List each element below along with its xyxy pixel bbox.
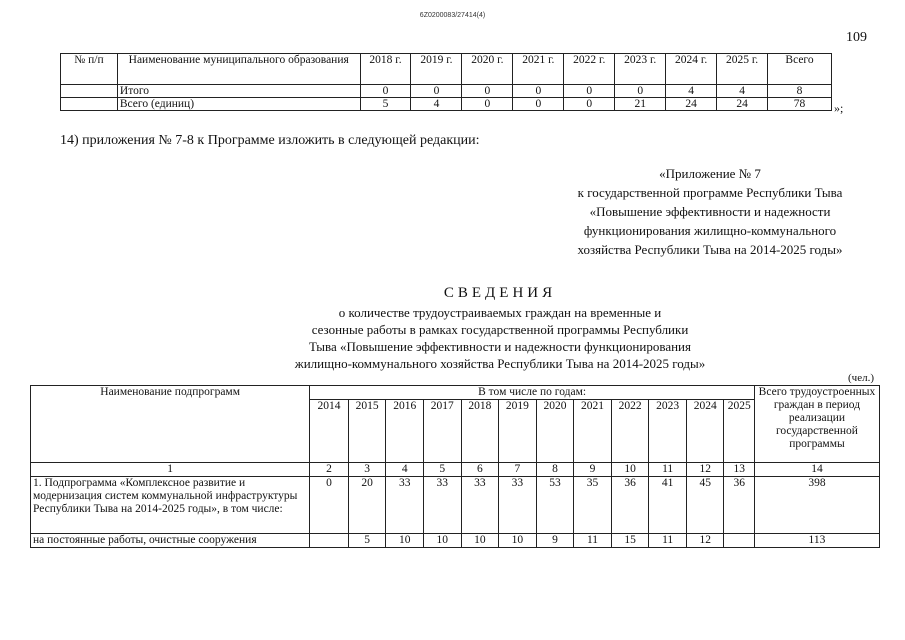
- cell: 5: [360, 98, 411, 111]
- cell: 33: [499, 477, 537, 534]
- appendix-line: хозяйства Республики Тыва на 2014-2025 годы»: [577, 242, 843, 257]
- column-number: 13: [724, 463, 754, 477]
- cell: 36: [724, 477, 754, 534]
- header-year: 2021: [574, 400, 612, 463]
- appendix-line: к государственной программе Республики Тыва: [577, 185, 843, 200]
- cell: 10: [461, 534, 499, 548]
- cell: 10: [423, 534, 461, 548]
- cell: 10: [499, 534, 537, 548]
- header-total: Всего: [768, 54, 832, 85]
- header-year: 2020: [536, 400, 574, 463]
- document-subtitle: [180, 304, 820, 372]
- header-year: 2022 г.: [564, 54, 615, 85]
- cell: 0: [564, 85, 615, 98]
- table-header-row: [31, 386, 880, 400]
- cell: 4: [411, 98, 462, 111]
- column-number: 11: [649, 463, 687, 477]
- cell-total: 8: [768, 85, 832, 98]
- cell: 15: [611, 534, 649, 548]
- cell: 53: [536, 477, 574, 534]
- header-num: № п/п: [61, 54, 118, 85]
- header-total: Всего трудоустроенных граждан в период реализации государственной программы: [754, 386, 879, 463]
- cell: 0: [564, 98, 615, 111]
- cell: 35: [574, 477, 612, 534]
- document-heading: СВЕДЕНИЯ: [443, 285, 557, 301]
- header-year: 2025 г.: [717, 54, 768, 85]
- header-year: 2024: [686, 400, 724, 463]
- header-year: 2014: [310, 400, 349, 463]
- header-year: 2019: [499, 400, 537, 463]
- cell: 0: [615, 85, 666, 98]
- page-number: 109: [846, 30, 867, 45]
- column-number: 7: [499, 463, 537, 477]
- column-number: 6: [461, 463, 499, 477]
- header-year: 2023 г.: [615, 54, 666, 85]
- table-row: [31, 534, 880, 548]
- appendix-line: функционирования жилищно-коммунального: [583, 223, 837, 238]
- cell: 0: [411, 85, 462, 98]
- cell: 4: [717, 85, 768, 98]
- subtitle-line: жилищно-коммунального хозяйства Республики Тыва на 2014-2025 годы»: [294, 356, 706, 371]
- header-year: 2022: [611, 400, 649, 463]
- appendix-caption: [540, 164, 880, 259]
- appendix-line: «Повышение эффективности и надежности: [589, 204, 831, 219]
- header-year: 2021 г.: [513, 54, 564, 85]
- cell: 4: [666, 85, 717, 98]
- cell: 12: [686, 534, 724, 548]
- cell: 0: [513, 98, 564, 111]
- cell: [310, 534, 349, 548]
- column-number: 14: [754, 463, 879, 477]
- header-year: 2019 г.: [411, 54, 462, 85]
- subtitle-line: о количестве трудоустраиваемых граждан на временные и: [338, 305, 662, 320]
- employment-table: [30, 385, 880, 548]
- cell-total: 78: [768, 98, 832, 111]
- column-number: 9: [574, 463, 612, 477]
- row-label: Итого: [117, 85, 360, 98]
- column-number: 2: [310, 463, 349, 477]
- cell: 0: [360, 85, 411, 98]
- appendix-line: «Приложение № 7: [659, 166, 761, 181]
- column-number: 10: [611, 463, 649, 477]
- column-number: 8: [536, 463, 574, 477]
- header-year: 2020 г.: [462, 54, 513, 85]
- cell: 24: [717, 98, 768, 111]
- header-year: 2023: [649, 400, 687, 463]
- header-year: 2018: [461, 400, 499, 463]
- row-label: на постоянные работы, очистные сооружения: [31, 534, 310, 548]
- header-year: 2015: [348, 400, 386, 463]
- cell: 36: [611, 477, 649, 534]
- cell: 0: [462, 98, 513, 111]
- header-name: Наименование муниципального образования: [117, 54, 360, 85]
- header-year: 2016: [386, 400, 424, 463]
- cell-total: 398: [754, 477, 879, 534]
- table-row: [31, 477, 880, 534]
- table-closing-quote: »;: [834, 101, 844, 115]
- cell-total: 113: [754, 534, 879, 548]
- cell: 0: [462, 85, 513, 98]
- header-year: 2017: [423, 400, 461, 463]
- column-number: 5: [423, 463, 461, 477]
- header-year: 2024 г.: [666, 54, 717, 85]
- cell: 0: [310, 477, 349, 534]
- subtitle-line: Тыва «Повышение эффективности и надежности функционирования: [309, 339, 691, 354]
- column-number: 12: [686, 463, 724, 477]
- header-year: 2018 г.: [360, 54, 411, 85]
- cell: 33: [386, 477, 424, 534]
- header-name: Наименование подпрограмм: [31, 386, 310, 463]
- cell: 33: [423, 477, 461, 534]
- table-row: [61, 98, 832, 111]
- column-number: 3: [348, 463, 386, 477]
- cell: 33: [461, 477, 499, 534]
- row-label: Всего (единиц): [117, 98, 360, 111]
- column-number: 1: [31, 463, 310, 477]
- cell: 5: [348, 534, 386, 548]
- header-year: 2025: [724, 400, 754, 463]
- table-header-row: [61, 54, 832, 85]
- cell: 11: [574, 534, 612, 548]
- cell: 10: [386, 534, 424, 548]
- document-stamp: 6Z0200083/27414(4): [419, 12, 486, 19]
- cell: 11: [649, 534, 687, 548]
- municipal-summary-table: [60, 53, 832, 111]
- amendment-paragraph: 14) приложения № 7-8 к Программе изложить в следующей редакции:: [60, 133, 480, 148]
- cell: 24: [666, 98, 717, 111]
- cell: [724, 534, 754, 548]
- cell: 20: [348, 477, 386, 534]
- unit-label: (чел.): [848, 372, 874, 384]
- cell: 21: [615, 98, 666, 111]
- subtitle-line: сезонные работы в рамках государственной программы Республики: [311, 322, 689, 337]
- cell: 45: [686, 477, 724, 534]
- cell: 0: [513, 85, 564, 98]
- header-by-years: В том числе по годам:: [310, 386, 755, 400]
- cell: 9: [536, 534, 574, 548]
- column-number: 4: [386, 463, 424, 477]
- row-label: 1. Подпрограмма «Комплексное развитие и модернизация систем коммунальной инфраструктуры Республики Тыва на 2014-2025 годы», в том числе:: [31, 477, 310, 534]
- table-row: [61, 85, 832, 98]
- numbering-row: [31, 463, 880, 477]
- cell: 41: [649, 477, 687, 534]
